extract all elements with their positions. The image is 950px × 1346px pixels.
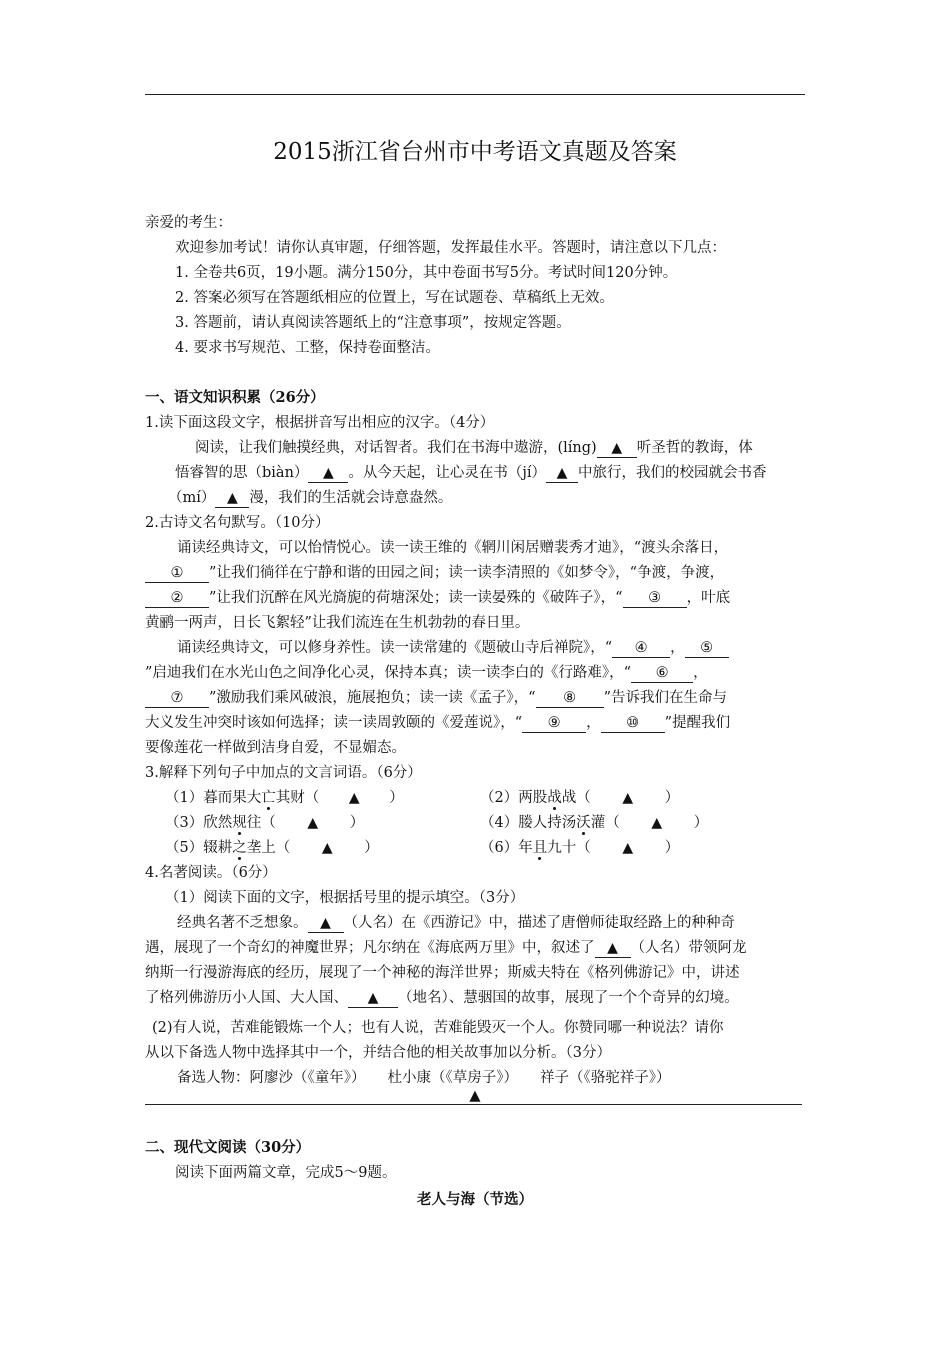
q1-blank-1[interactable]	[597, 439, 637, 458]
q3-item-4: （4）媵人持汤沃灌（ ▲ ）	[480, 815, 709, 831]
section2-heading: 二、现代文阅读（30分）	[145, 1139, 311, 1156]
q2-blank-10[interactable]: ⑩	[601, 714, 665, 733]
q2-p1: 诵读经典诗文，可以怡情悦心。读一读王维的《辋川闲居赠裴秀才迪》，“渡头余落日，	[177, 540, 729, 556]
q2-blank-6[interactable]: ⑥	[631, 664, 693, 683]
q4-blank-2[interactable]	[595, 939, 631, 958]
blank-triangle-icon: ▲	[622, 840, 634, 856]
note-3: 3. 答题前，请认真阅读答题纸上的“注意事项”，按规定答题。	[175, 315, 571, 331]
q2-p9: 要像莲花一样做到洁身自爱，不显媚态。	[145, 740, 406, 756]
article-title: 老人与海（节选）	[417, 1191, 533, 1208]
q2-blank-3[interactable]: ③	[623, 589, 687, 608]
q1-blank-4[interactable]	[215, 489, 249, 508]
q4-blank-1[interactable]	[308, 914, 344, 933]
q3-stem: 3.解释下列句子中加点的文言词语。（6分）	[145, 765, 422, 781]
q1-line2: 悟睿智的思（biàn） ▲ 。从今天起，让心灵在书（jí） ▲ 中旅行，我们的校园就会书香	[175, 465, 767, 481]
q2-p3: ② ”让我们沉醉在风光旖旎的荷塘深处；读一读晏殊的《破阵子》，“ ③ ，叶底	[145, 588, 730, 608]
q2-blank-2[interactable]: ②	[145, 589, 209, 608]
q2-p2: ① ”让我们徜徉在宁静和谐的田园之间；读一读李清照的《如梦令》，“争渡，争渡，	[145, 563, 724, 583]
q1-stem: 1.读下面这段文字，根据拼音写出相应的汉字。（4分）	[145, 415, 495, 431]
q2-stem: 2.古诗文名句默写。（10分）	[145, 515, 330, 531]
section1-heading: 一、语文知识积累（26分）	[145, 389, 325, 406]
q4-text4: 了格列佛游历小人国、大人国、 ▲ （地名）、慧骃国的故事，展现了一个个奇异的幻境。	[145, 990, 739, 1006]
q2-p5: 诵读经典诗文，可以修身养性。读一读常建的《题破山寺后禅院》，“ ④ ， ⑤	[177, 638, 729, 658]
section2-instruction: 阅读下面两篇文章，完成5～9题。	[175, 1165, 397, 1181]
greeting: 亲爱的考生：	[145, 215, 232, 231]
candidate-1: 阿廖沙（《童年》）	[249, 1070, 366, 1086]
q2-blank-1[interactable]: ①	[145, 564, 209, 583]
answer-line-marker: ▲	[469, 1088, 481, 1104]
q1-blank-2[interactable]	[308, 464, 348, 483]
q1-line1: 阅读，让我们触摸经典，对话智者。我们在书海中遨游，(líng) ▲ 听圣哲的教诲，体	[195, 440, 753, 456]
note-2: 2. 答案必须写在答题纸相应的位置上，写在试题卷、草稿纸上无效。	[175, 290, 614, 306]
blank-triangle-icon: ▲	[622, 790, 634, 806]
answer-line[interactable]	[145, 1104, 802, 1105]
blank-triangle-icon: ▲	[320, 915, 331, 931]
blank-triangle-icon: ▲	[556, 465, 568, 481]
blank-triangle-icon: ▲	[321, 840, 333, 856]
q3-answer-2[interactable]	[591, 788, 665, 808]
q1-line3: （mí） ▲ 漫，我们的生活就会诗意盎然。	[168, 490, 453, 506]
note-1: 1. 全卷共6页，19小题。满分150分，其中卷面书写5分。考试时间120分钟。	[175, 265, 678, 281]
blank-triangle-icon: ▲	[323, 465, 334, 481]
q2-blank-9[interactable]: ⑨	[522, 714, 586, 733]
note-4: 4. 要求书写规范、工整，保持卷面整洁。	[175, 340, 440, 356]
q4-sub2-line2: 从以下备选人物中选择其中一个，并结合他的相关故事加以分析。（3分）	[145, 1045, 611, 1061]
q4-text2: 遇，展现了一个奇幻的神魔世界；凡尔纳在《海底两万里》中，叙述了 ▲ （人名）带领阿龙	[145, 940, 747, 956]
blank-triangle-icon: ▲	[227, 490, 238, 506]
blank-triangle-icon: ▲	[367, 990, 379, 1006]
q2-blank-4[interactable]: ④	[612, 639, 670, 658]
q3-answer-5[interactable]	[290, 838, 364, 858]
page-title: 2015浙江省台州市中考语文真题及答案	[273, 139, 677, 165]
header-rule	[145, 94, 805, 95]
blank-triangle-icon: ▲	[651, 815, 663, 831]
blank-triangle-icon: ▲	[307, 815, 319, 831]
q2-p8: 大义发生冲突时该如何选择；读一读周敦颐的《爱莲说》，“ ⑨ ， ⑩ ”提醒我们	[145, 715, 731, 731]
q4-blank-3[interactable]	[348, 989, 398, 1008]
q3-answer-4[interactable]	[620, 813, 694, 833]
q2-blank-7[interactable]: ⑦	[145, 689, 209, 708]
q3-item-1: （1）暮而果大亡其财（ ▲ ）	[165, 790, 404, 806]
q1-blank-3[interactable]	[546, 464, 578, 483]
candidate-3: 祥子（《骆驼祥子》）	[540, 1070, 671, 1086]
q3-item-5: （5）辍耕之垄上（ ▲ ）	[165, 840, 379, 856]
candidate-2: 杜小康（《草房子》）	[387, 1070, 518, 1086]
q2-blank-5[interactable]: ⑤	[685, 639, 729, 658]
q4-stem: 4.名著阅读。（6分）	[145, 865, 277, 881]
q4-candidates: 备选人物：阿廖沙（《童年》） 杜小康（《草房子》） 祥子（《骆驼祥子》）	[177, 1070, 671, 1086]
intro-text: 欢迎参加考试！请你认真审题，仔细答题，发挥最佳水平。答题时，请注意以下几点：	[175, 240, 726, 256]
blank-triangle-icon: ▲	[607, 940, 618, 956]
q3-answer-6[interactable]	[591, 838, 665, 858]
q4-text1: 经典名著不乏想象。 ▲ （人名）在《西游记》中，描述了唐僧师徒取经路上的种种奇	[177, 915, 735, 931]
blank-triangle-icon: ▲	[611, 440, 623, 456]
blank-triangle-icon: ▲	[348, 790, 360, 806]
q2-blank-8[interactable]: ⑧	[536, 689, 604, 708]
q4-sub2-line1: (2)有人说，苦难能锻炼一个人；也有人说，苦难能毁灭一个人。你赞同哪一种说法？请你	[152, 1020, 724, 1036]
q4-sub1: （1）阅读下面的文字，根据括号里的提示填空。（3分）	[165, 890, 525, 906]
q3-item-3: （3）欣然规往（ ▲ ）	[165, 815, 365, 831]
q3-item-2: （2）两股战战（ ▲ ）	[480, 790, 680, 806]
q3-answer-1[interactable]	[319, 788, 389, 808]
q2-p6: ”启迪我们在水光山色之间净化心灵，保持本真；读一读李白的《行路难》，“ ⑥ ，	[145, 665, 708, 681]
q3-item-6: （6）年且九十（ ▲ ）	[480, 840, 680, 856]
q3-answer-3[interactable]	[276, 813, 350, 833]
q2-p4: 黄鹂一两声，日长飞絮轻”让我们流连在生机勃勃的春日里。	[145, 615, 530, 631]
q4-text3: 纳斯一行漫游海底的经历，展现了一个神秘的海洋世界；斯威夫特在《格列佛游记》中，讲述	[145, 965, 740, 981]
q2-p7: ⑦ ”激励我们乘风破浪，施展抱负；读一读《孟子》，“ ⑧ ”告诉我们在生命与	[145, 688, 727, 708]
